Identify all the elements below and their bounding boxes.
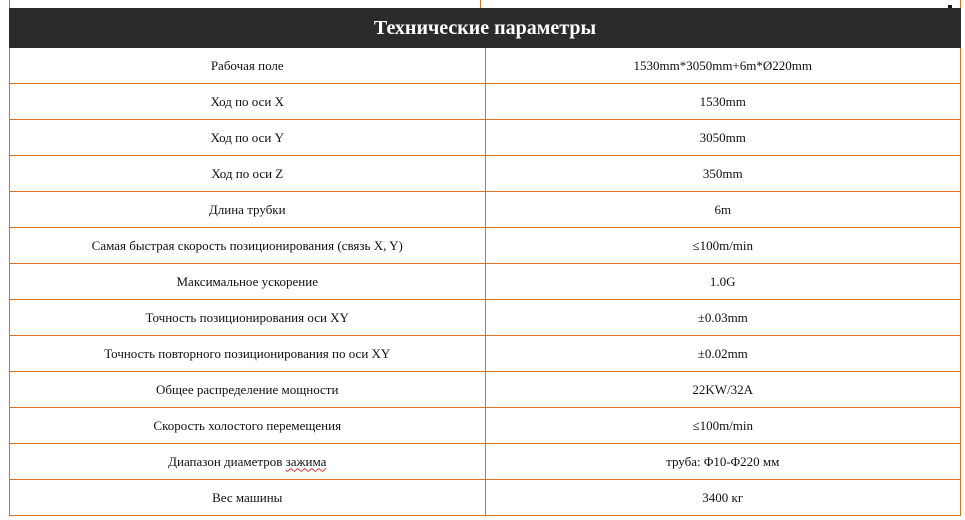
param-value: 1530mm*3050mm+6m*Ø220mm <box>485 48 961 84</box>
table-row <box>10 156 961 192</box>
param-label: Ход по оси Z <box>10 156 486 192</box>
param-label-prefix: Диапазон диаметров <box>168 453 286 469</box>
table-row <box>10 48 961 84</box>
param-value: 3050mm <box>485 120 961 156</box>
table-row <box>10 480 961 516</box>
param-label: Вес машины <box>10 480 486 516</box>
title-row <box>10 9 961 48</box>
param-label: Рабочая поле <box>10 48 486 84</box>
table-row <box>10 84 961 120</box>
spellcheck-flagged-word[interactable]: зажима <box>285 453 327 469</box>
param-value: 350mm <box>485 156 961 192</box>
param-label: Самая быстрая скорость позиционирования (связь X, Y) <box>10 228 486 264</box>
param-label: Длина трубки <box>10 192 486 228</box>
param-label: Точность повторного позиционирования по оси XY <box>10 336 486 372</box>
param-value: 3400 кг <box>485 480 961 516</box>
table-row <box>10 300 961 336</box>
param-value: 1530mm <box>485 84 961 120</box>
param-label: Максимальное ускорение <box>10 264 486 300</box>
table-row <box>10 408 961 444</box>
top-border-rule <box>9 0 961 8</box>
table-title: Технические параметры <box>10 9 961 48</box>
table-row <box>10 264 961 300</box>
table-row <box>10 336 961 372</box>
table-row <box>10 372 961 408</box>
param-label <box>10 444 486 480</box>
param-label: Ход по оси X <box>10 84 486 120</box>
table-row <box>10 192 961 228</box>
param-value: ±0.02mm <box>485 336 961 372</box>
param-value: 6m <box>485 192 961 228</box>
param-value: ≤100m/min <box>485 408 961 444</box>
param-label: Общее распределение мощности <box>10 372 486 408</box>
param-value: 22KW/32A <box>485 372 961 408</box>
table-row <box>10 444 961 480</box>
table-row <box>10 120 961 156</box>
param-value: труба: Φ10-Φ220 мм <box>485 444 961 480</box>
top-border-divider <box>480 0 481 8</box>
param-label: Скорость холостого перемещения <box>10 408 486 444</box>
spec-table <box>9 8 961 516</box>
table-row <box>10 228 961 264</box>
param-value: 1.0G <box>485 264 961 300</box>
param-label: Точность позиционирования оси XY <box>10 300 486 336</box>
param-label: Ход по оси Y <box>10 120 486 156</box>
param-value: ±0.03mm <box>485 300 961 336</box>
param-value: ≤100m/min <box>485 228 961 264</box>
